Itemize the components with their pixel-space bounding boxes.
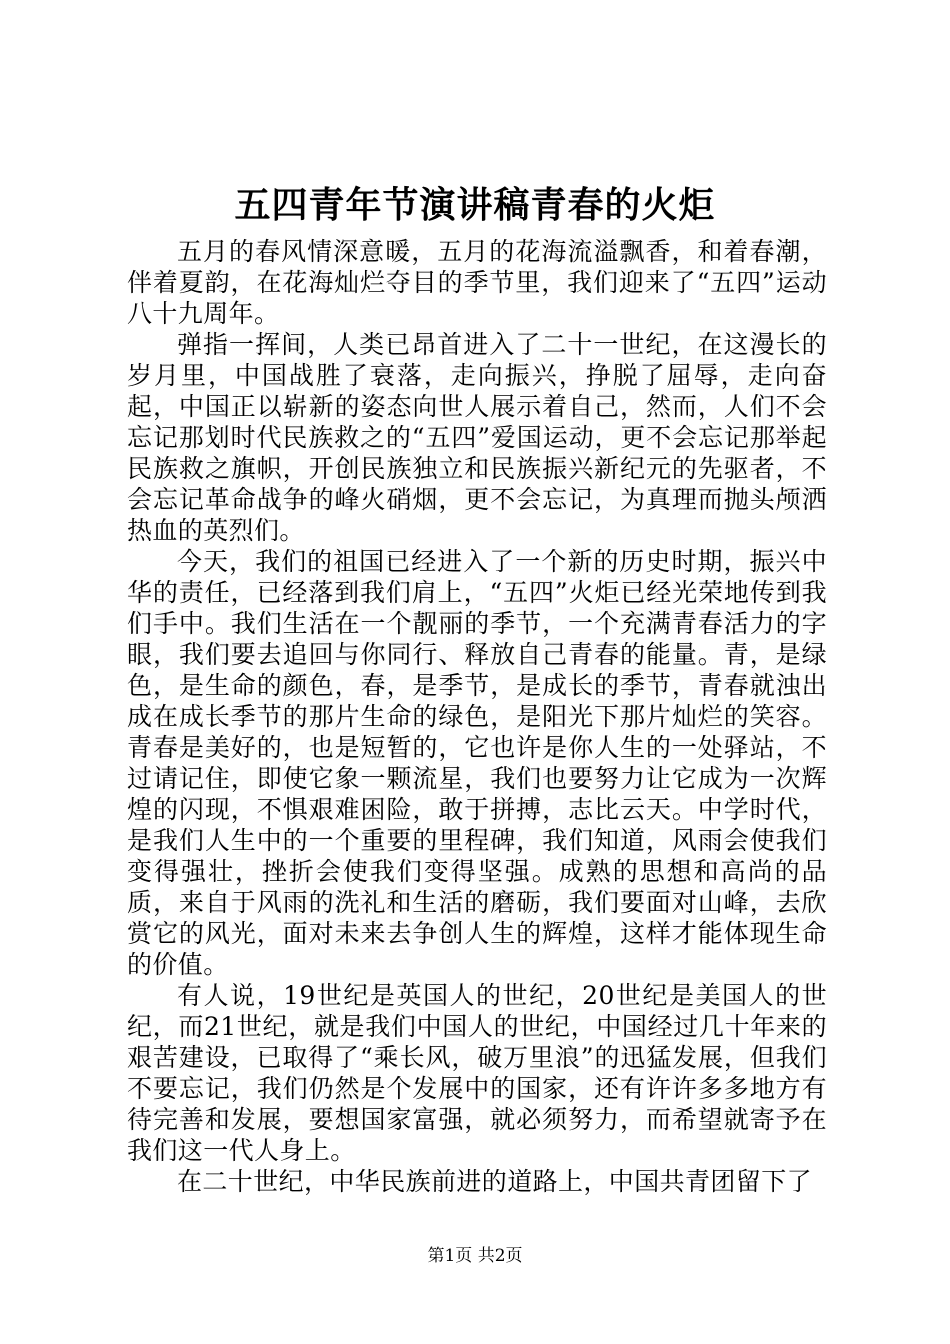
page-number-footer: 第1页 共2页	[427, 1246, 523, 1266]
document-title: 五四青年节演讲稿青春的火炬	[234, 184, 716, 226]
paragraph-4: 有人说，19世纪是英国人的世纪，20世纪是美国人的世纪，而21世纪，就是我们中国人的世纪，中国经过几十年来的艰苦建设，已取得了“乘长风，破万里浪”的迅猛发展，但我们不要忘记，我们仍然是个发展中的国家，还有许许多多地方有待完善和发展，要想国家富强，就必须努力，而希望就寄予在我们这一代人身上。	[127, 981, 827, 1165]
paragraph-5: 在二十世纪，中华民族前进的道路上，中国共青团留下了	[177, 1167, 813, 1196]
document-body	[127, 236, 827, 1197]
paragraph-2: 弹指一挥间，人类已昂首进入了二十一世纪，在这漫长的岁月里，中国战胜了衰落，走向振兴，挣脱了屈辱，走向奋起，中国正以崭新的姿态向世人展示着自己，然而，人们不会忘记那划时代民族救之的“五四”爱国运动，更不会忘记那举起民族救之旗帜，开创民族独立和民族振兴新纪元的先驱者，不会忘记革命战争的峰火硝烟，更不会忘记，为真理而抛头颅洒热血的英烈们。	[127, 330, 827, 545]
paragraph-1: 五月的春风情深意暖，五月的花海流溢飘香，和着春潮，伴着夏韵，在花海灿烂夺目的季节里，我们迎来了“五四”运动八十九周年。	[127, 237, 827, 328]
paragraph-3: 今天，我们的祖国已经进入了一个新的历史时期，振兴中华的责任，已经落到我们肩上，“五四”火炬已经光荣地传到我们手中。我们生活在一个靓丽的季节，一个充满青春活力的字眼，我们要去追回与你同行、释放自己青春的能量。青，是绿色，是生命的颜色，春，是季节，是成长的季节，青春就浊出成在成长季节的那片生命的绿色，是阳光下那片灿烂的笑容。青春是美好的，也是短暂的，它也许是你人生的一处驿站，不过请记住，即使它象一颗流星，我们也要努力让它成为一次辉煌的闪现，不惧艰难困险，敢于拼搏，志比云天。中学时代，是我们人生中的一个重要的里程碑，我们知道，风雨会使我们变得强壮，挫折会使我们变得坚强。成熟的思想和高尚的品质，来自于风雨的洗礼和生活的磨砺，我们要面对山峰，去欣赏它的风光，面对未来去争创人生的辉煌，这样才能体现生命的价值。	[127, 547, 827, 979]
